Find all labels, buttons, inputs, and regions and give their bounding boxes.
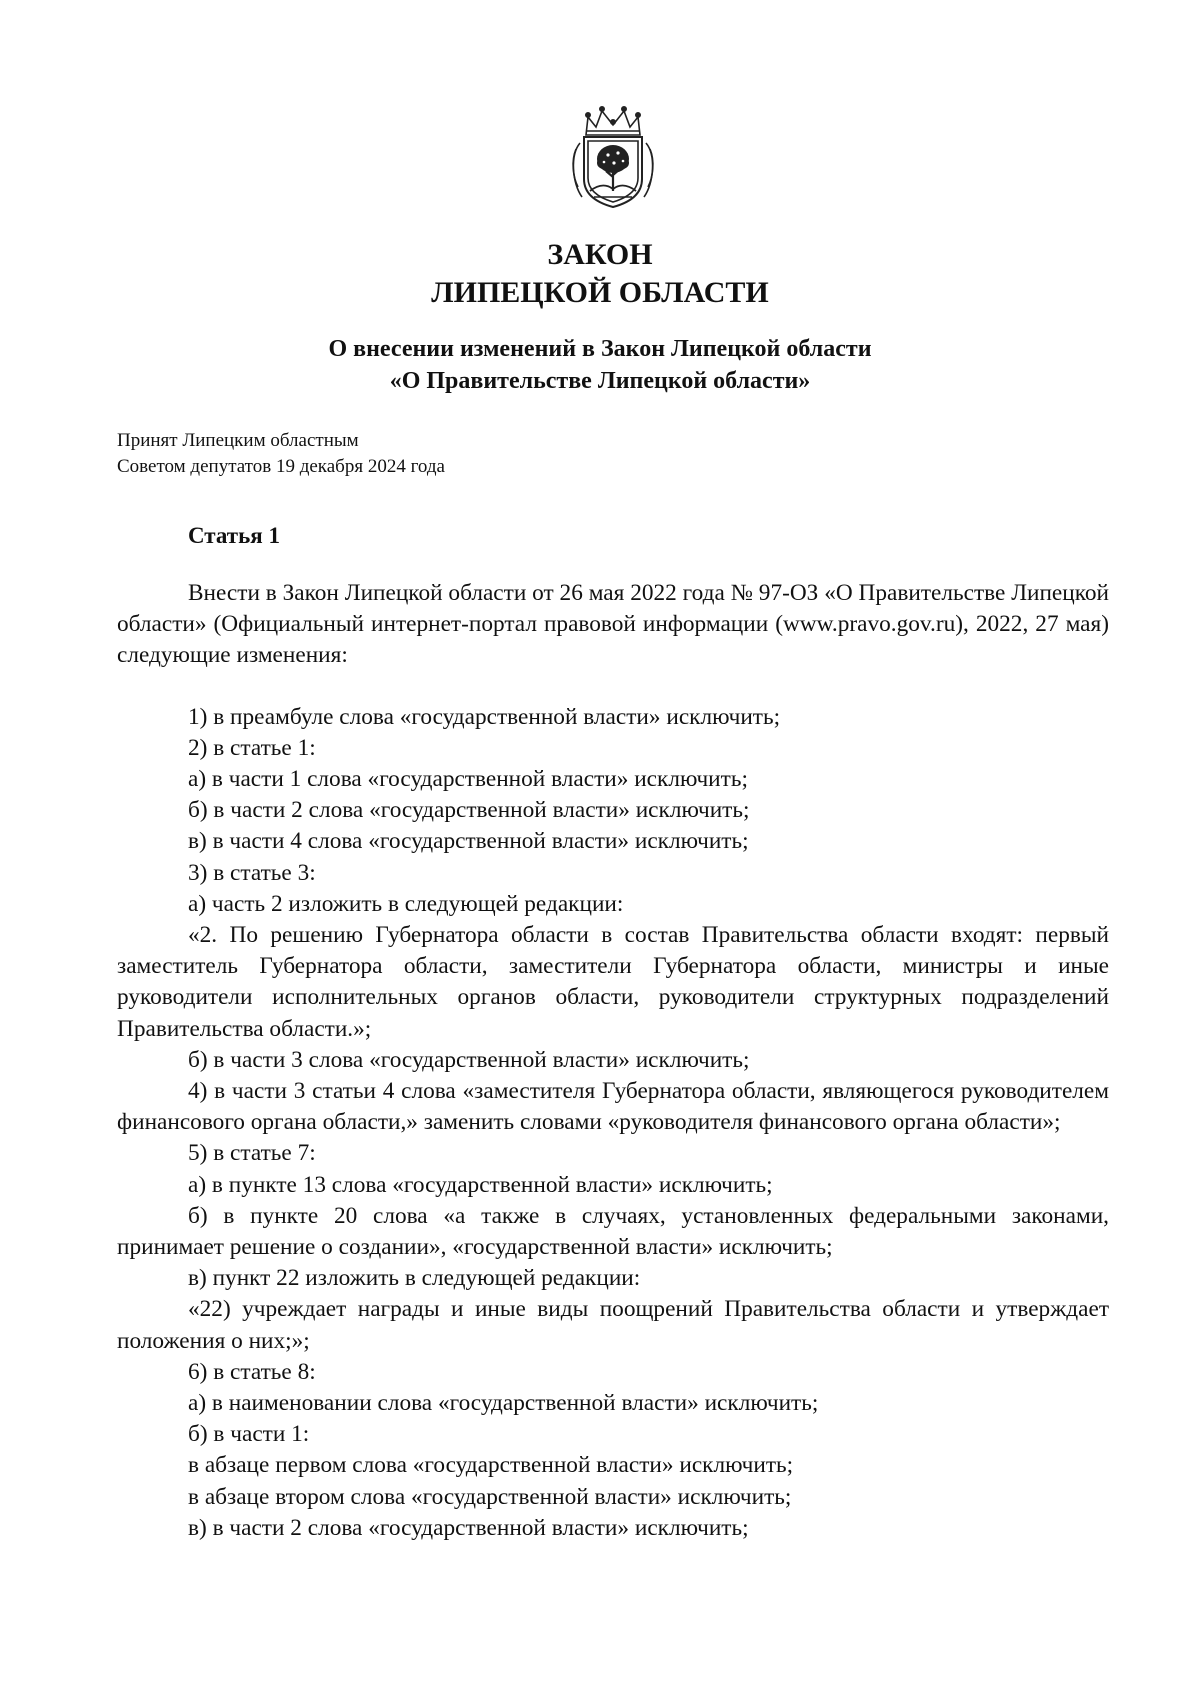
amendment-item: б) в части 2 слова «государственной власти» исключить; [188, 797, 750, 824]
amendment-item: в) в части 4 слова «государственной власти» исключить; [188, 828, 749, 855]
adoption-note [117, 428, 817, 480]
paragraph-gap [117, 672, 1109, 702]
adoption-line1: Принят Липецким областным [117, 430, 359, 451]
law-title-line1: ЗАКОН [547, 238, 653, 271]
amendment-item: а) часть 2 изложить в следующей редакции: [188, 890, 624, 917]
amendment-item: 3) в статье 3: [188, 859, 316, 886]
law-subtitle [0, 333, 1200, 397]
law-title-line2: ЛИПЕЦКОЙ ОБЛАСТИ [431, 276, 769, 309]
amendment-item: 6) в статье 8: [188, 1358, 316, 1385]
amendment-item: а) в пункте 13 слова «государственной власти» исключить; [188, 1171, 773, 1198]
amendment-item: 5) в статье 7: [188, 1140, 316, 1167]
amendment-item: 1) в преамбуле слова «государственной власти» исключить; [188, 703, 781, 730]
amendment-item: а) в части 1 слова «государственной власти» исключить; [188, 766, 748, 793]
amendment-item: б) в части 1: [188, 1421, 310, 1448]
amendment-item: в) пункт 22 изложить в следующей редакции: [188, 1265, 641, 1292]
law-title [0, 236, 1200, 312]
amendment-item: «22) учреждает награды и иные виды поощрений Правительства области и утверждает положения о них;»; [117, 1296, 1109, 1354]
article-heading: Статья 1 [188, 523, 280, 548]
adoption-line2: Советом депутатов 19 декабря 2024 года [117, 456, 445, 477]
amendment-item: в абзаце первом слова «государственной власти» исключить; [188, 1452, 794, 1479]
amendment-item: 2) в статье 1: [188, 734, 316, 761]
lipetsk-coat-of-arms-icon [568, 105, 658, 211]
law-subtitle-line2: «О Правительстве Липецкой области» [389, 368, 811, 394]
amendment-item: а) в наименовании слова «государственной власти» исключить; [188, 1390, 819, 1417]
amendment-item: в) в части 2 слова «государственной власти» исключить; [188, 1514, 749, 1541]
law-subtitle-line1: О внесении изменений в Закон Липецкой области [328, 336, 872, 362]
article-body [117, 578, 1109, 1544]
article-intro: Внести в Закон Липецкой области от 26 мая 2022 года № 97-ОЗ «О Правительстве Липецкой области» (Официальный интернет-портал правовой информации (www.pravo.gov.ru), 2022, 27 мая) следующие изменения: [117, 580, 1109, 669]
amendment-item: 4) в части 3 статьи 4 слова «заместителя Губернатора области, являющегося руководителем финансового органа области,» заменить словами «руководителя финансового органа области»; [117, 1078, 1109, 1136]
amendment-item: б) в части 3 слова «государственной власти» исключить; [188, 1046, 750, 1073]
amendment-item: «2. По решению Губернатора области в состав Правительства области входят: первый заместитель Губернатора области, заместители Губернатора области, министры и иные руководители исполнительных органов области, руководители структурных подразделений Правительства области.»; [117, 922, 1109, 1042]
amendment-item: в абзаце втором слова «государственной власти» исключить; [188, 1483, 792, 1510]
amendment-item: б) в пункте 20 слова «а также в случаях, установленных федеральными законами, принимает решение о создании», «государственной власти» исключить; [117, 1202, 1109, 1261]
